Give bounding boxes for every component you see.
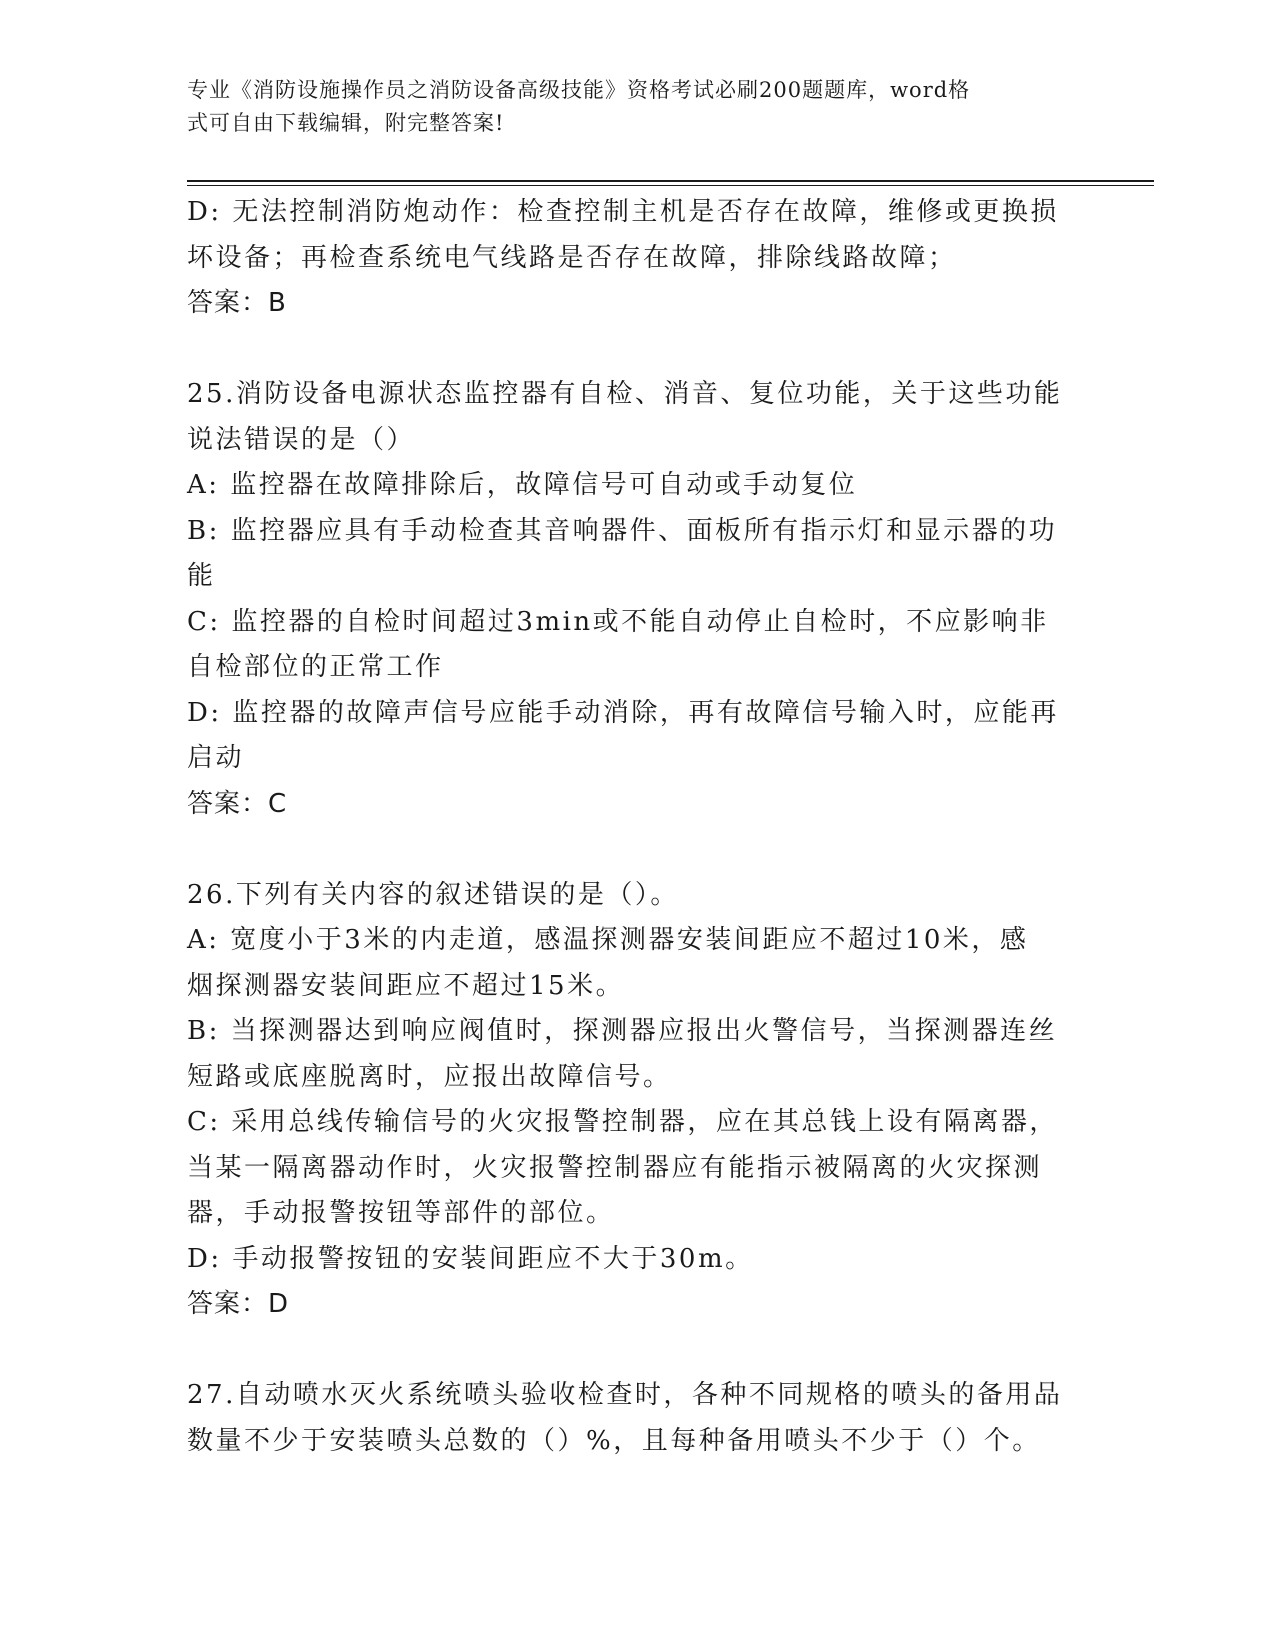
q26-stem-line-1: 26.下列有关内容的叙述错误的是（）。: [187, 879, 679, 910]
q24-option-d: [187, 190, 1082, 281]
q26-option-d-line-1: D: 手动报警按钮的安装间距应不大于30m。: [187, 1243, 754, 1274]
question-25: [187, 372, 1082, 827]
q25-option-b-line-1: B: 监控器应具有手动检查其音响器件、面板所有指示灯和显示器的功: [187, 515, 1058, 546]
q25-option-a: [187, 463, 1082, 509]
q26-option-b: [187, 1009, 1082, 1100]
q25-stem-line-2: 说法错误的是（）: [187, 424, 416, 455]
q25-option-a-line-1: A: 监控器在故障排除后，故障信号可自动或手动复位: [187, 470, 858, 500]
header-divider-thin: [187, 185, 1154, 186]
q26-option-a-line-2: 烟探测器安装间距应不超过15米。: [187, 970, 625, 1001]
q24-answer: 答案：B: [187, 288, 287, 318]
q25-option-d-line-2: 启动: [187, 743, 245, 773]
q26-option-d: [187, 1237, 1082, 1283]
q26-answer: 答案：D: [187, 1289, 290, 1319]
q25-stem: [187, 372, 1082, 463]
q25-option-d-line-1: D: 监控器的故障声信号应能手动消除，再有故障信号输入时，应能再: [187, 697, 1059, 728]
question-26: [187, 873, 1082, 1328]
q27-stem-line-2: 数量不少于安装喷头总数的（）%，且每种备用喷头不少于（）个。: [187, 1425, 1041, 1456]
q26-option-c: [187, 1100, 1082, 1237]
q25-option-c-line-1: C: 监控器的自检时间超过3min或不能自动停止自检时，不应影响非: [187, 606, 1049, 637]
q24-option-d-line-2: 坏设备；再检查系统电气线路是否存在故障，排除线路故障；: [187, 242, 957, 273]
q24-option-d-line-1: D: 无法控制消防炮动作：检查控制主机是否存在故障，维修或更换损: [187, 197, 1059, 227]
q26-option-b-line-1: B: 当探测器达到响应阀值时，探测器应报出火警信号，当探测器连丝: [187, 1016, 1058, 1046]
q26-option-a: [187, 918, 1082, 1009]
q26-option-a-line-1: A: 宽度小于3米的内走道，感温探测器安装间距应不超过10米，感: [187, 925, 1029, 955]
header-line-2: 式可自由下载编辑，附完整答案!: [187, 111, 505, 135]
q25-stem-line-1: 25.消防设备电源状态监控器有自检、消音、复位功能，关于这些功能: [187, 379, 1063, 409]
header-line-1: 专业《消防设施操作员之消防设备高级技能》资格考试必刷200题题库，word格: [187, 78, 971, 102]
page-header: [187, 74, 1067, 140]
spacer: [187, 327, 1082, 373]
q25-option-c: [187, 600, 1082, 691]
question-24: [187, 190, 1082, 327]
spacer: [187, 1328, 1082, 1374]
q25-option-d: [187, 691, 1082, 782]
q25-option-b: [187, 509, 1082, 600]
q26-option-c-line-2: 当某一隔离器动作时，火灾报警控制器应有能指示被隔离的火灾探测: [187, 1152, 1043, 1183]
q25-answer: 答案：C: [187, 788, 288, 819]
q27-stem: [187, 1373, 1082, 1464]
q26-stem: [187, 873, 1082, 919]
q27-stem-line-1: 27.自动喷水灭火系统喷头验收检查时，各种不同规格的喷头的备用品: [187, 1380, 1063, 1410]
q25-option-b-line-2: 能: [187, 561, 216, 591]
q25-option-c-line-2: 自检部位的正常工作: [187, 652, 444, 682]
header-divider-thick: [187, 180, 1154, 182]
q26-option-c-line-3: 器，手动报警按钮等部件的部位。: [187, 1198, 615, 1228]
spacer: [187, 827, 1082, 873]
question-content: [187, 190, 1082, 1464]
question-27: [187, 1373, 1082, 1464]
q26-option-c-line-1: C: 采用总线传输信号的火灾报警控制器，应在其总钱上设有隔离器，: [187, 1107, 1058, 1137]
q26-option-b-line-2: 短路或底座脱离时，应报出故障信号。: [187, 1061, 672, 1092]
